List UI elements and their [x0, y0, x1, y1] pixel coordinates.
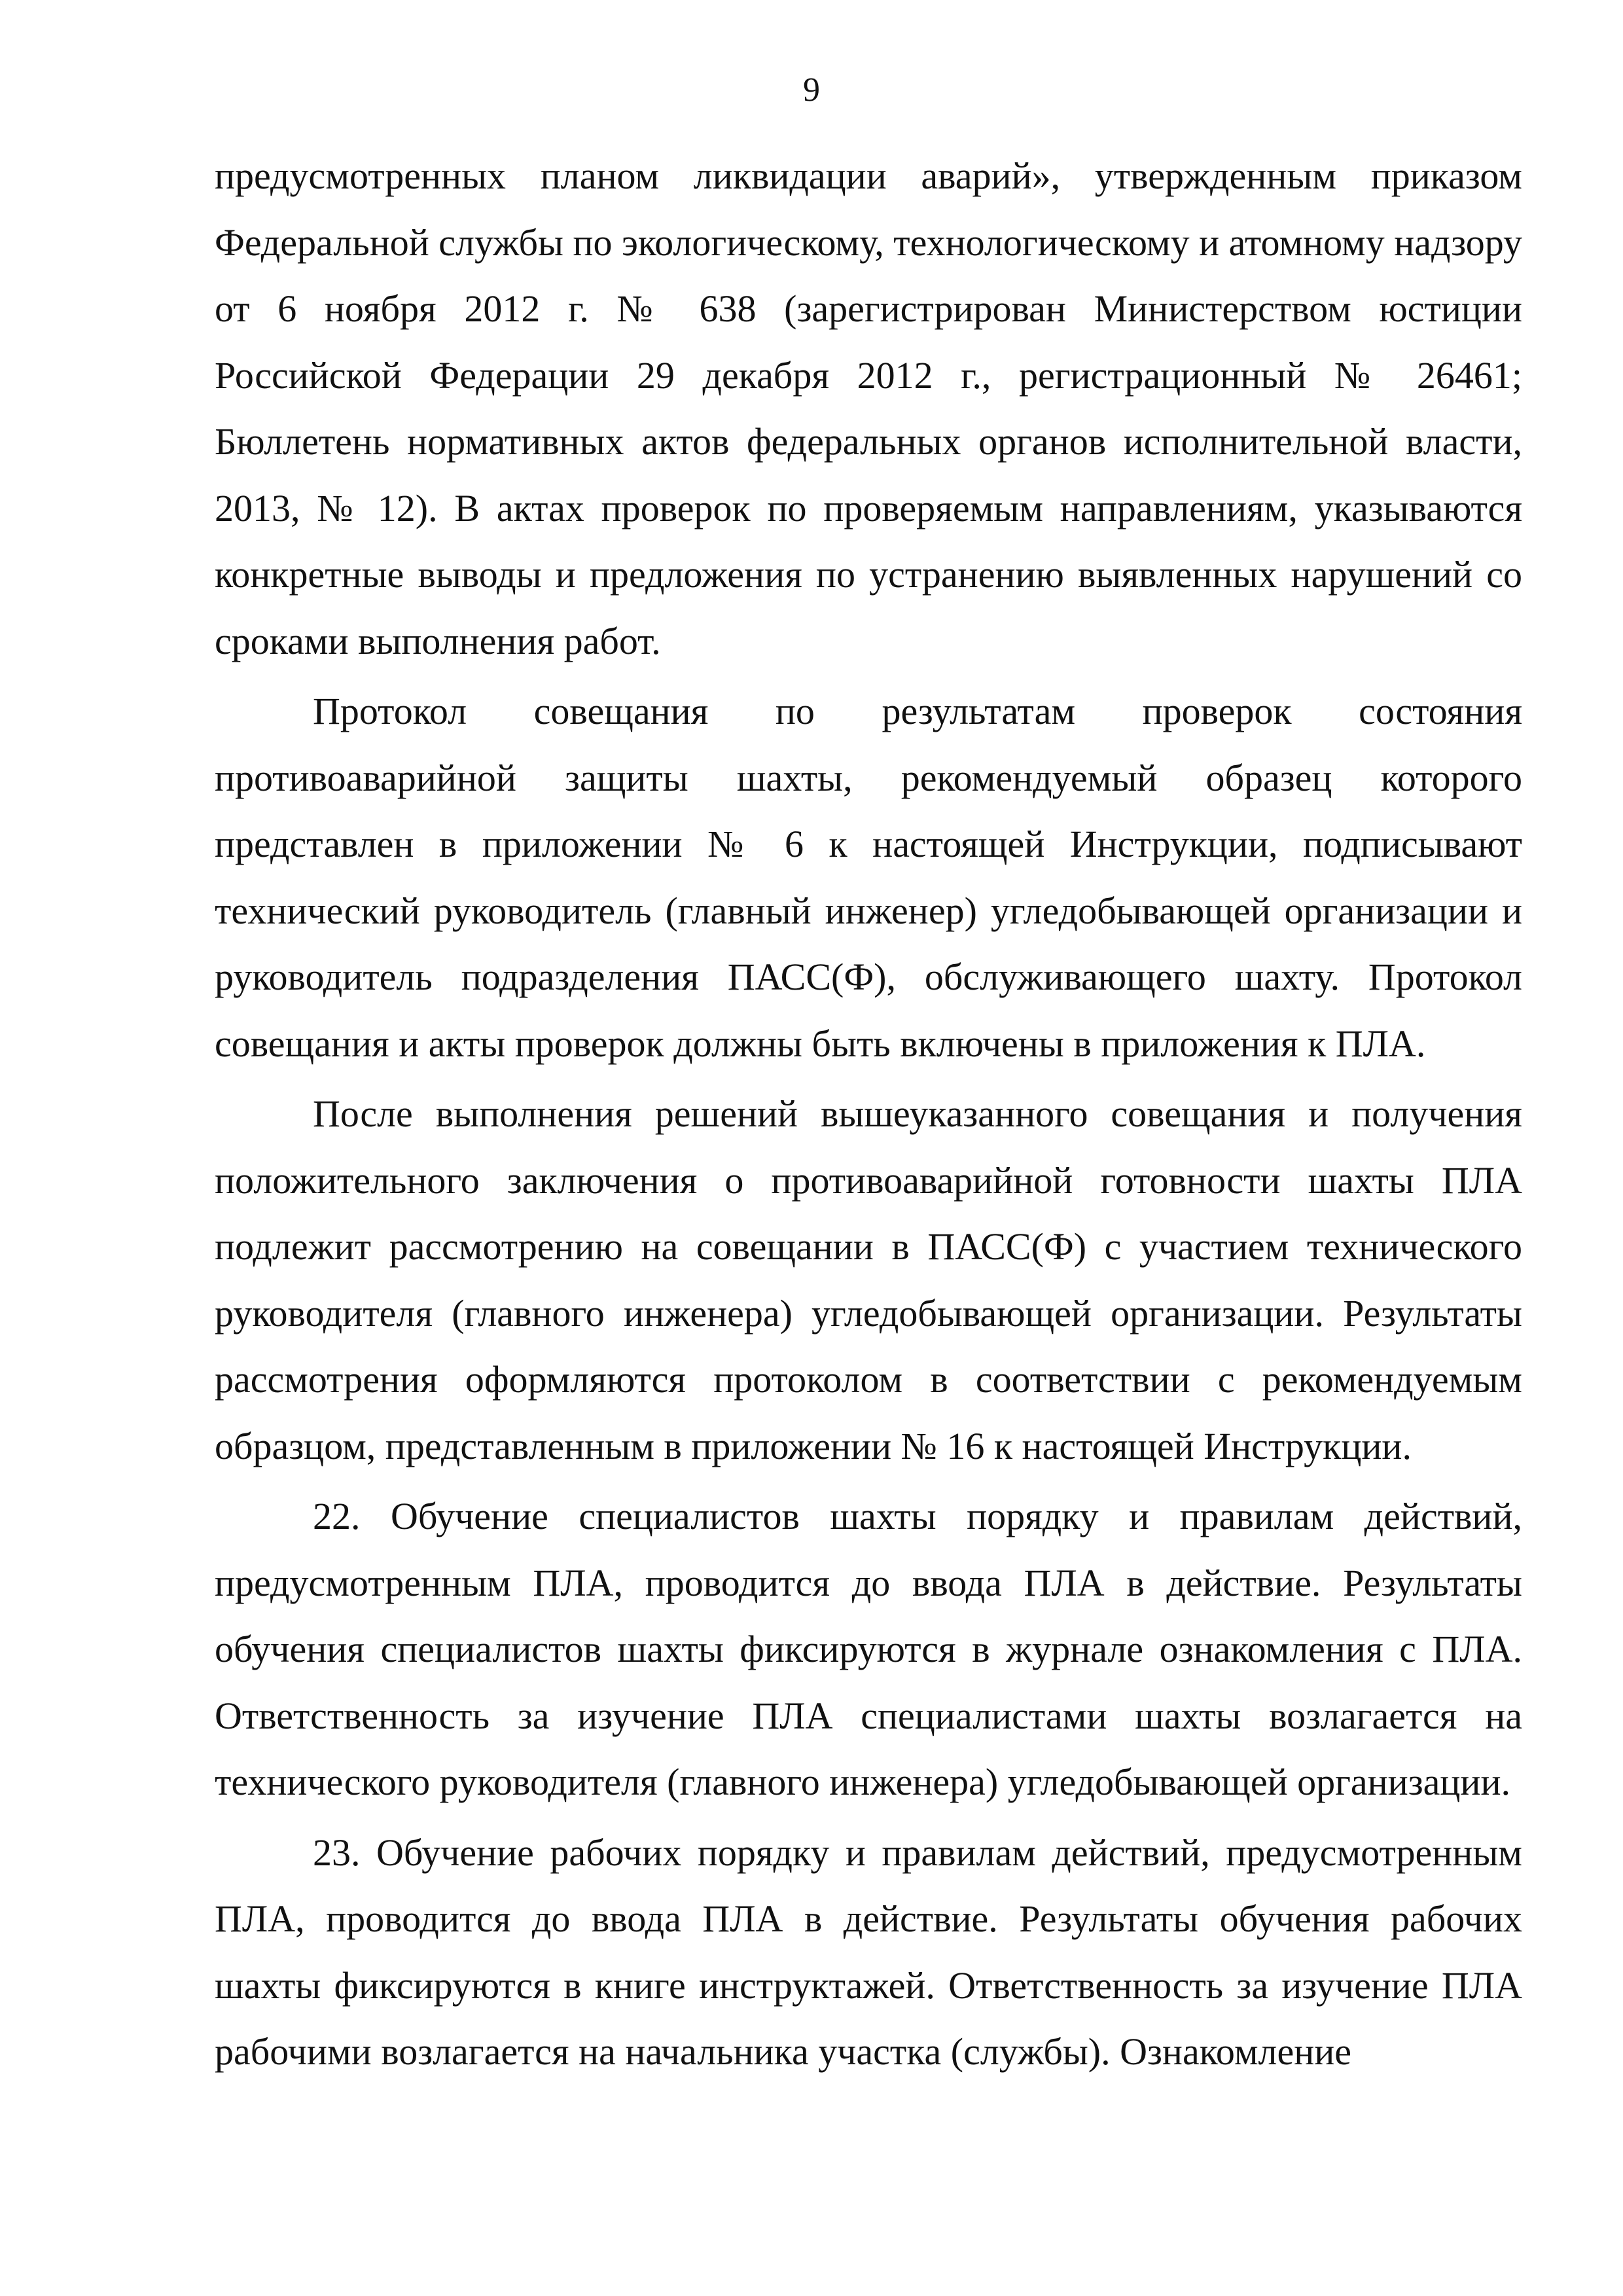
paragraph-meeting-protocol: Протокол совещания по результатам проверок состояния противоаварийной защиты шахты, рекомендуемый образец которого представлен в приложении № 6 к настоящей Инструкции, подписывают технический руководитель (главный инженер) угледобывающей организации и руководитель подразделения ПАСС(Ф), обслуживающего шахту. Протокол совещания и акты проверок должны быть включены в приложения к ПЛА.: [215, 690, 1522, 1065]
document-body: [215, 143, 1522, 2085]
paragraph-item-23: 23. Обучение рабочих порядку и правилам действий, предусмотренным ПЛА, проводится до ввода ПЛА в действие. Результаты обучения рабочих шахты фиксируются в книге инструктажей. Ответственность за изучение ПЛА рабочими возлагается на начальника участка (службы). Ознакомление: [215, 1831, 1522, 2073]
paragraph-item-22: 22. Обучение специалистов шахты порядку и правилам действий, предусмотренным ПЛА, проводится до ввода ПЛА в действие. Результаты обучения специалистов шахты фиксируются в журнале ознакомления с ПЛА. Ответственность за изучение ПЛА специалистами шахты возлагается на технического руководителя (главного инженера) угледобывающей организации.: [215, 1495, 1522, 1803]
paragraph-pass-review: После выполнения решений вышеуказанного совещания и получения положительного заключения о противоаварийной готовности шахты ПЛА подлежит рассмотрению на совещании в ПАСС(Ф) с участием технического руководителя (главного инженера) угледобывающей организации. Результаты рассмотрения оформляются протоколом в соответствии с рекомендуемым образцом, представленным в приложении № 16 к настоящей Инструкции.: [215, 1092, 1522, 1467]
page-number: 9: [803, 71, 820, 109]
paragraph-continuation: предусмотренных планом ликвидации аварий», утвержденным приказом Федеральной службы по экологическому, технологическому и атомному надзору от 6 ноября 2012 г. № 638 (зарегистрирован Министерством юстиции Российской Федерации 29 декабря 2012 г., регистрационный № 26461; Бюллетень нормативных актов федеральных органов исполнительной власти, 2013, № 12). В актах проверок по проверяемым направлениям, указываются конкретные выводы и предложения по устранению выявленных нарушений со сроками выполнения работ.: [215, 154, 1522, 662]
